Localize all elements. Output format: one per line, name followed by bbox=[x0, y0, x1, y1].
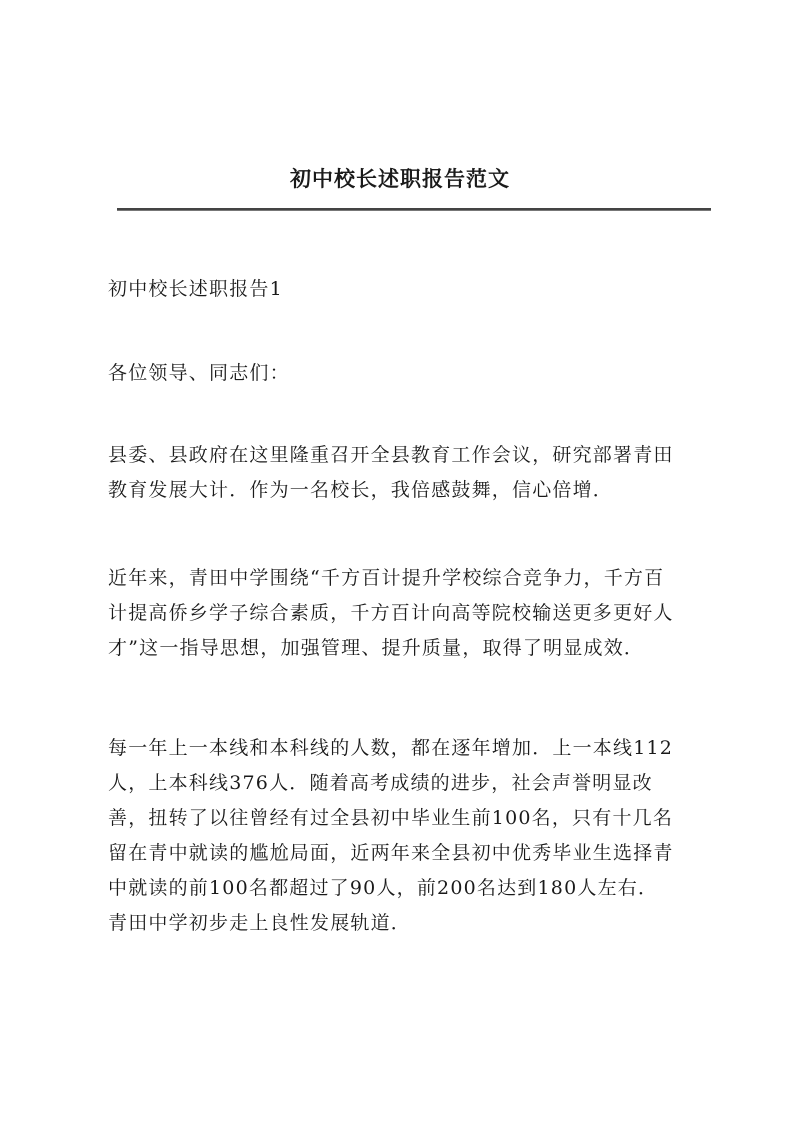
section-heading bbox=[108, 272, 718, 307]
salutation-text: 各位领导、同志们： bbox=[108, 362, 290, 384]
paragraph-3 bbox=[108, 731, 718, 941]
paragraph-line: 青田中学初步走上良性发展轨道． bbox=[108, 912, 412, 934]
section-heading-text: 初中校长述职报告1 bbox=[108, 278, 283, 300]
paragraph-line: 留在青中就读的尴尬局面，近两年来全县初中优秀毕业生选择青 bbox=[108, 842, 674, 864]
paragraph-line: 近年来，青田中学围绕“千方百计提升学校综合竞争力，千方百 bbox=[108, 567, 665, 589]
paragraph-2 bbox=[108, 561, 718, 666]
paragraph-line: 人，上本科线376人．随着高考成绩的进步，社会声誉明显改 bbox=[108, 772, 653, 794]
document-title: 初中校长述职报告范文 bbox=[290, 166, 510, 191]
paragraph-line: 每一年上一本线和本科线的人数，都在逐年增加．上一本线112 bbox=[108, 737, 674, 759]
paragraph-line: 教育发展大计．作为一名校长，我倍感鼓舞，信心倍增． bbox=[108, 479, 614, 501]
paragraph-line: 计提高侨乡学子综合素质，千方百计向高等院校输送更多更好人 bbox=[108, 602, 674, 624]
paragraph-line: 县委、县政府在这里隆重召开全县教育工作会议，研究部署青田 bbox=[108, 444, 674, 466]
paragraph-line: 中就读的前100名都超过了90人，前200名达到180人左右． bbox=[108, 877, 659, 899]
paragraph-line: 善，扭转了以往曾经有过全县初中毕业生前100名，只有十几名 bbox=[108, 807, 674, 829]
paragraph-1 bbox=[108, 438, 718, 508]
paragraph-line: 才”这一指导思想，加强管理、提升质量，取得了明显成效． bbox=[108, 637, 645, 659]
title-divider bbox=[117, 208, 711, 211]
salutation bbox=[108, 356, 718, 391]
